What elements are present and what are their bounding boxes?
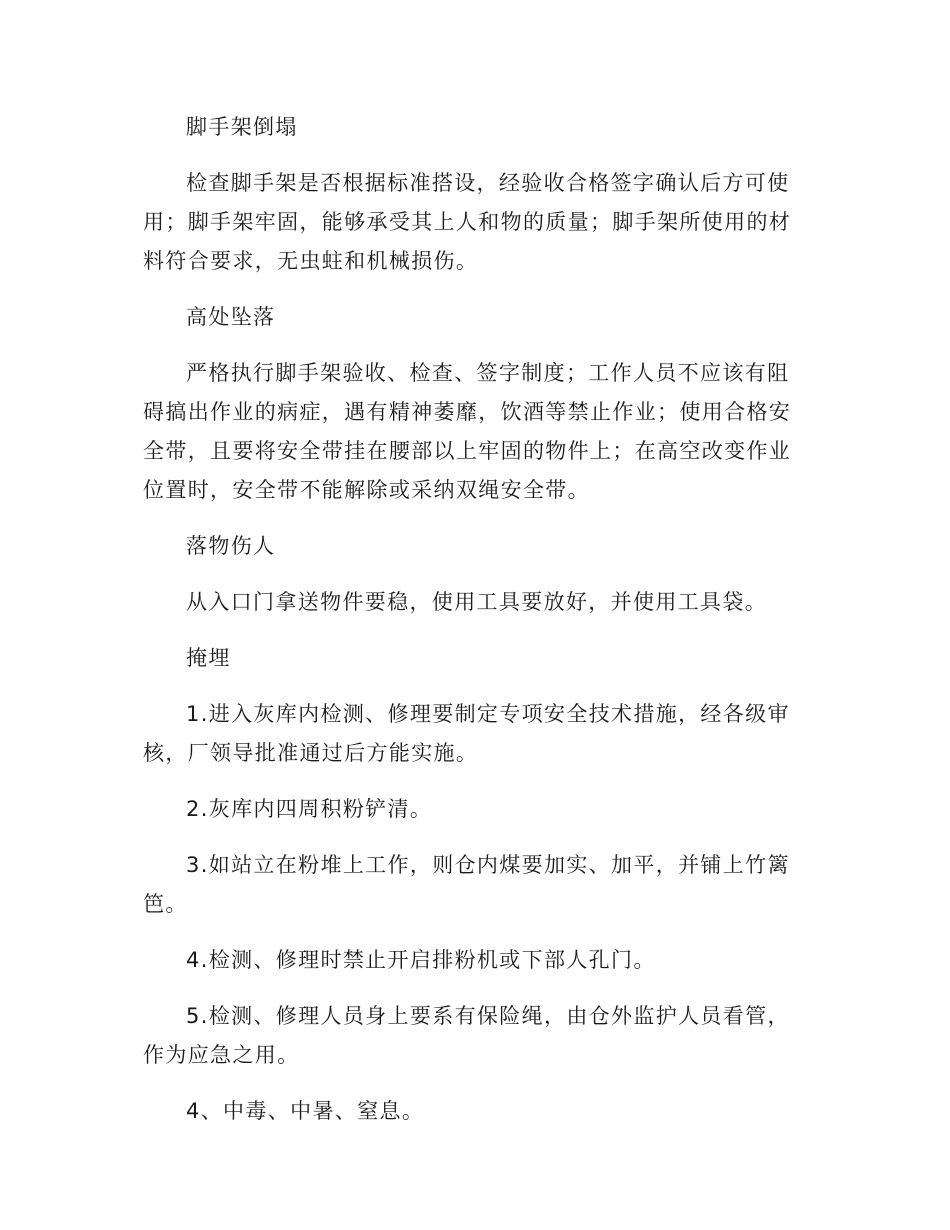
fall-prevention-paragraph: 严格执行脚手架验收、检查、签字制度；工作人员不应该有阻碍搞出作业的病症，遇有精神萎靡，饮酒等禁止作业；使用合格安全带，且要将安全带挂在腰部以上牢固的物件上；在高空改变作业位置时，安全带不能解除或采纳双绳安全带。 bbox=[143, 361, 792, 502]
falling-objects-paragraph: 从入口门拿送物件要稳，使用工具要放好，并使用工具袋。 bbox=[186, 590, 768, 614]
section-heading-fall-from-height: 高处坠落 bbox=[186, 305, 276, 329]
burial-item-1: 1.进入灰库内检测、修理要制定专项安全技术措施，经各级审核，厂领导批准通过后方能实施。 bbox=[143, 702, 790, 765]
burial-item-4: 4.检测、修理时禁止开启排粉机或下部人孔门。 bbox=[186, 948, 656, 972]
section-heading-scaffold-collapse: 脚手架倒塌 bbox=[186, 115, 298, 139]
section-heading-falling-objects: 落物伤人 bbox=[186, 534, 276, 558]
scaffold-inspection-paragraph: 检查脚手架是否根据标准搭设，经验收合格签字确认后方可使用；脚手架牢固，能够承受其上人和物的质量；脚手架所使用的材料符合要求，无虫蛀和机械损伤。 bbox=[143, 171, 792, 273]
document-page bbox=[143, 108, 809, 1148]
burial-item-2: 2.灰库内四周积粉铲清。 bbox=[186, 797, 433, 821]
section-heading-burial: 掩埋 bbox=[186, 646, 231, 670]
section-heading-poisoning-heatstroke-suffocation: 4、中毒、中暑、窒息。 bbox=[186, 1099, 425, 1123]
burial-item-5: 5.检测、修理人员身上要系有保险绳，由仓外监护人员看管，作为应急之用。 bbox=[143, 1004, 790, 1067]
burial-item-3: 3.如站立在粉堆上工作，则仓内煤要加实、加平，并铺上竹篱笆。 bbox=[143, 853, 790, 916]
